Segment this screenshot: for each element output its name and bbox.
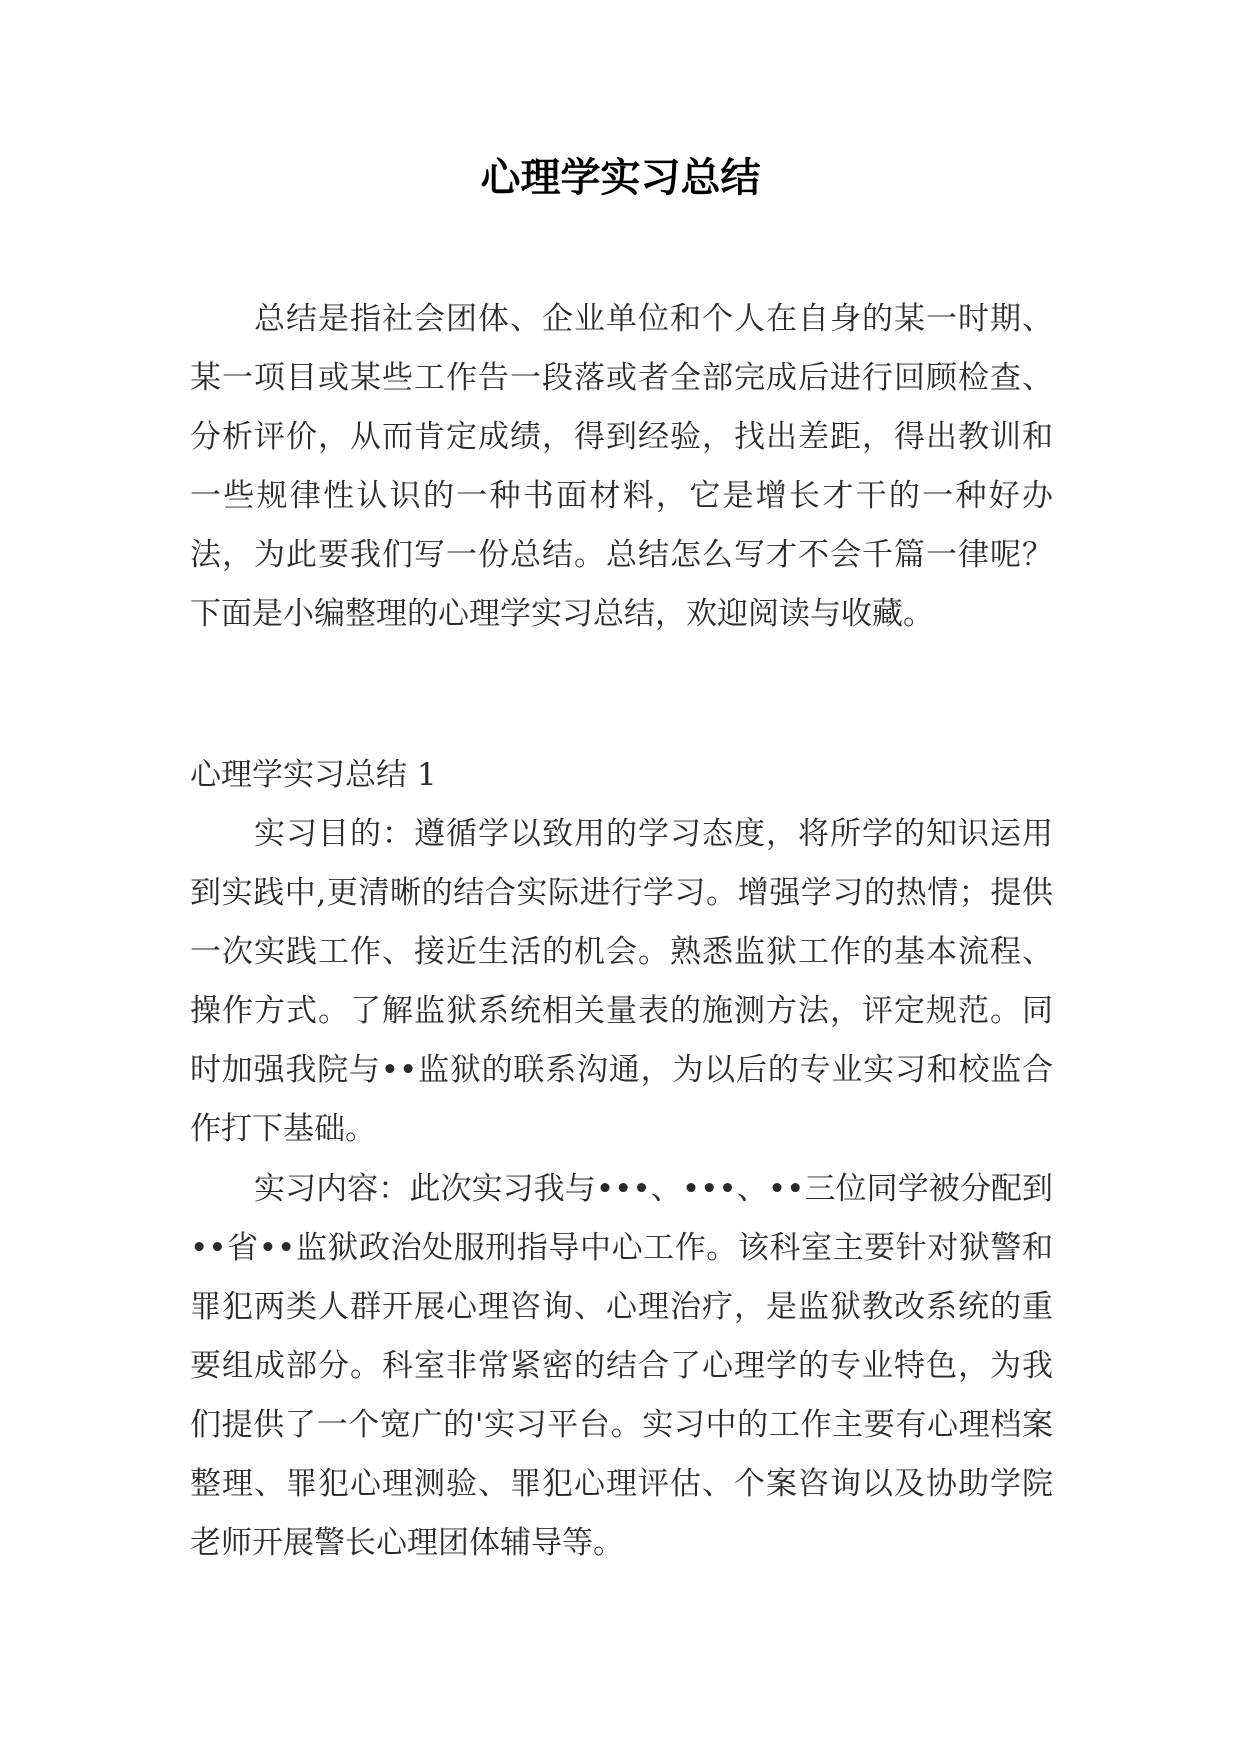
section-paragraph-content: 实习内容：此次实习我与•••、•••、••三位同学被分配到••省••监狱政治处服刑指导中心工作。该科室主要针对狱警和罪犯两类人群开展心理咨询、心理治疗，是监狱教改系统的重要组成部分。科室非常紧密的结合了心理学的专业特色，为我们提供了一个宽广的'实习平台。实习中的工作主要有心理档案整理、罪犯心理测验、罪犯心理评估、个案咨询以及协助学院老师开展警长心理团体辅导等。 xyxy=(190,1171,1053,1561)
section-paragraph-purpose: 实习目的：遵循学以致用的学习态度，将所学的知识运用到实践中,更清晰的结合实际进行学习。增强学习的热情；提供一次实践工作、接近生活的机会。熟悉监狱工作的基本流程、操作方式。了解监狱系统相关量表的施测方法，评定规范。同时加强我院与••监狱的联系沟通，为以后的专业实习和校监合作打下基础。 xyxy=(190,816,1053,1147)
intro-paragraph: 总结是指社会团体、企业单位和个人在自身的某一时期、某一项目或某些工作告一段落或者全部完成后进行回顾检查、分析评价，从而肯定成绩，得到经验，找出差距，得出教训和一些规律性认识的一种书面材料，它是增长才干的一种好办法，为此要我们写一份总结。总结怎么写才不会千篇一律呢？下面是小编整理的心理学实习总结，欢迎阅读与收藏。 xyxy=(190,301,1053,632)
section-heading: 心理学实习总结 1 xyxy=(190,757,437,793)
document-title: 心理学实习总结 xyxy=(480,155,761,201)
